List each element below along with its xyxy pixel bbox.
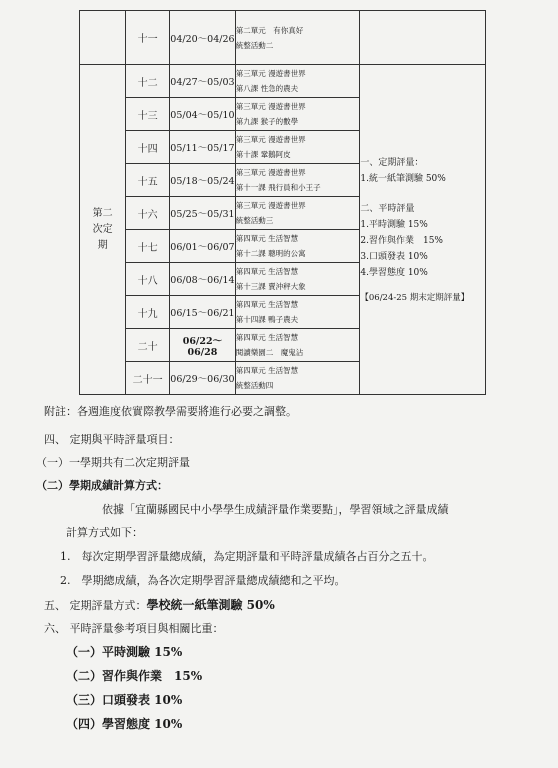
paragraph-line-2: 計算方式如下： <box>66 526 143 539</box>
date-cell: 05/25～05/31 <box>170 197 236 230</box>
topic-cell: 第三單元 漫遊書世界 第九課 猴子的數學 <box>235 98 360 131</box>
week-cell: 十三 <box>126 98 170 131</box>
week-cell: 十九 <box>126 296 170 329</box>
date-cell: 05/18～05/24 <box>170 164 236 197</box>
section-5-heading <box>44 596 275 613</box>
period-cell <box>80 65 126 395</box>
week-cell: 十六 <box>126 197 170 230</box>
section-4-item-2: （二）學期成績計算方式： <box>36 479 168 492</box>
table-row <box>80 65 486 98</box>
topic-cell: 第三單元 漫遊書世界 第八課 性急的農夫 <box>235 65 360 98</box>
exam-note: 【06/24-25 期末定期評量】 <box>360 293 470 303</box>
week-cell: 十一 <box>126 11 170 65</box>
topic-cell: 第二單元 有你真好 統整活動二 <box>235 11 360 65</box>
topic-cell: 第三單元 漫遊書世界 統整活動三 <box>235 197 360 230</box>
date-cell: 04/27～05/03 <box>170 65 236 98</box>
assess-item: 4.學習態度 10% <box>360 268 428 278</box>
assess-item: 1.平時測驗 15% <box>360 220 428 230</box>
paragraph-line-1: 依據「宜蘭縣國民中小學學生成績評量作業要點」，學習領域之評量成績 <box>102 503 449 516</box>
assess-item: 1.統一紙筆測驗 50% <box>360 174 446 184</box>
date-cell: 06/22～06/28 <box>170 329 236 362</box>
topic-cell: 第四單元 生活智慧 第十三課 賣沖秤大象 <box>235 263 360 296</box>
topic-cell: 第四單元 生活智慧 第十二課 聰明的公寓 <box>235 230 360 263</box>
section-4-heading: 四、 定期與平時評量項目： <box>44 433 180 446</box>
weight-item-2: （二）習作與作業 15% <box>66 669 203 683</box>
adjustment-note: 附註：各週進度依實際教學需要將進行必要之調整。 <box>44 405 297 418</box>
assess-item: 2.習作與作業 15% <box>360 236 443 246</box>
section-5-prefix: 五、 定期評量方式： <box>44 599 147 612</box>
date-cell: 04/20～04/26 <box>170 11 236 65</box>
date-cell: 06/15～06/21 <box>170 296 236 329</box>
date-cell: 06/29～06/30 <box>170 362 236 395</box>
section-6-heading: 六、 平時評量參考項目與相關比重： <box>44 622 224 635</box>
week-cell: 十四 <box>126 131 170 164</box>
topic-cell: 第三單元 漫遊書世界 第十課 鞏鵝阿皮 <box>235 131 360 164</box>
week-cell: 十七 <box>126 230 170 263</box>
date-cell: 05/11～05/17 <box>170 131 236 164</box>
topic-cell: 第四單元 生活智慧 統整活動四 <box>235 362 360 395</box>
week-cell: 十八 <box>126 263 170 296</box>
table-row <box>80 11 486 65</box>
weight-item-3: （三）口頭發表 10% <box>66 693 183 707</box>
topic-cell: 第四單元 生活智慧 第十四課 鴨子農夫 <box>235 296 360 329</box>
date-cell: 06/01～06/07 <box>170 230 236 263</box>
period-cell-empty <box>80 11 126 65</box>
assess-heading-1: 一、定期評量： <box>360 158 424 168</box>
section-4-item-1: （一）一學期共有二次定期評量 <box>36 456 190 469</box>
week-cell: 二十 <box>126 329 170 362</box>
rule-1: 1. 每次定期學習評量總成績，為定期評量和平時評量成績各占百分之五十。 <box>60 550 434 563</box>
week-cell: 十二 <box>126 65 170 98</box>
week-cell: 十五 <box>126 164 170 197</box>
weight-item-4: （四）學習態度 10% <box>66 717 183 731</box>
schedule-table <box>79 10 486 395</box>
assessment-cell <box>360 65 486 395</box>
assess-cell-empty <box>360 11 486 65</box>
section-5-method: 學校統一紙筆測驗 50% <box>146 598 275 612</box>
week-cell: 二十一 <box>126 362 170 395</box>
date-cell: 06/08～06/14 <box>170 263 236 296</box>
topic-cell: 第四單元 生活智慧 閱讀樂園二 魔鬼沾 <box>235 329 360 362</box>
rule-2: 2. 學期總成績，為各次定期學習評量總成績總和之平均。 <box>60 574 346 587</box>
date-cell: 05/04～05/10 <box>170 98 236 131</box>
assess-item: 3.口頭發表 10% <box>360 252 428 262</box>
weight-item-1: （一）平時測驗 15% <box>66 645 183 659</box>
assess-heading-2: 二、平時評量 <box>360 204 415 214</box>
topic-cell: 第三單元 漫遊書世界 第十一課 飛行員和小王子 <box>235 164 360 197</box>
period-label: 第二次定期 <box>92 207 113 251</box>
